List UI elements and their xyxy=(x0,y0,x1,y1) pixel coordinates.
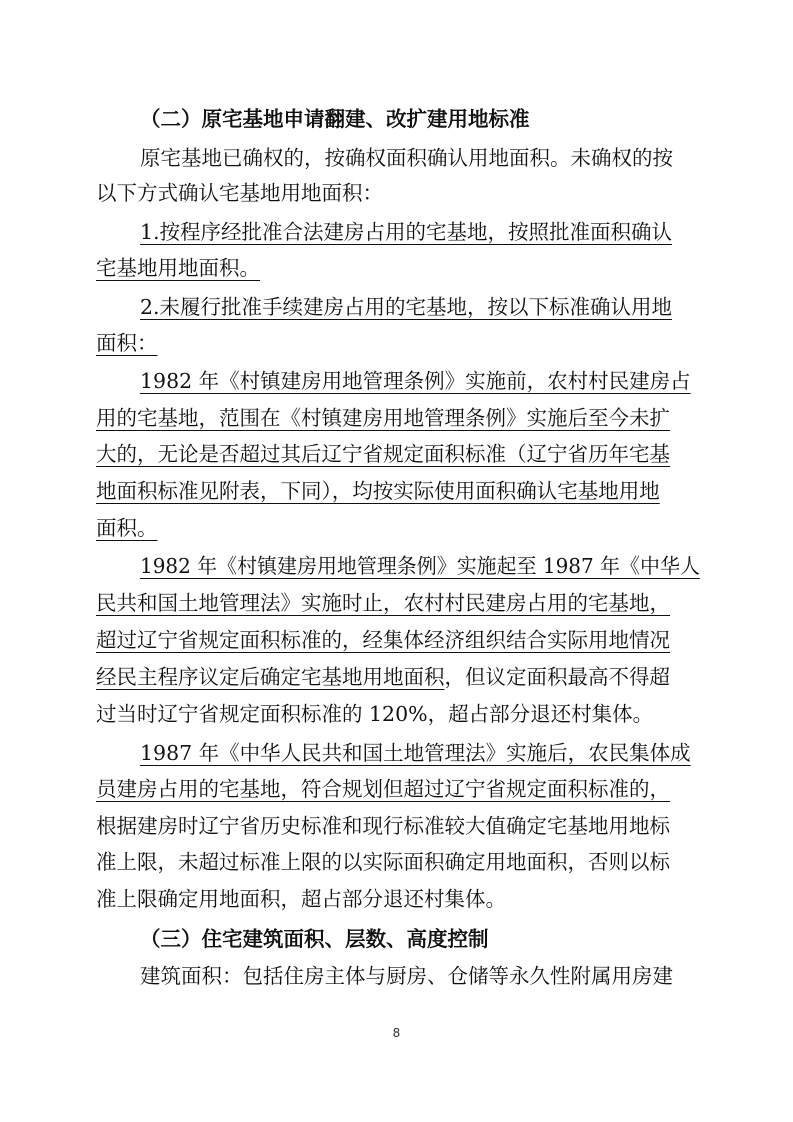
underlined-line: 1987 年《中华人民共和国土地管理法》实施后，农民集体成 xyxy=(140,741,691,765)
section-heading-3: （三）住宅建筑面积、层数、高度控制 xyxy=(140,927,489,951)
paragraph-line: 以下方式确认宅基地用地面积： xyxy=(96,181,383,205)
underlined-line: 1982 年《村镇建房用地管理条例》实施起至 1987 年《中华人 xyxy=(140,554,700,578)
plain-fragment: ，但议定面积最高不得超 xyxy=(444,665,670,689)
mixed-line xyxy=(96,660,670,694)
underlined-line: 1.按程序经批准合法建房占用的宅基地，按照批准面积确认 xyxy=(140,220,673,244)
underlined-line: 员建房占用的宅基地，符合规划但超过辽宁省规定面积标准的， xyxy=(96,777,670,801)
underlined-line: 2.未履行批准手续建房占用的宅基地，按以下标准确认用地 xyxy=(140,295,673,319)
paragraph-line: 根据建房时辽宁省历史标准和现行标准较大值确定宅基地用地标 xyxy=(96,814,670,838)
underlined-line: 大的，无论是否超过其后辽宁省规定面积标准（辽宁省历年宅基 xyxy=(96,442,670,466)
underlined-line: 宅基地用地面积。 xyxy=(96,256,260,280)
underlined-line: 超过辽宁省规定面积标准的，经集体经济组织结合实际用地情况 xyxy=(96,628,670,652)
paragraph-line: 原宅基地已确权的，按确权面积确认用地面积。未确权的按 xyxy=(140,146,673,170)
underlined-line: 民共和国土地管理法》实施时止，农村村民建房占用的宅基地， xyxy=(96,591,670,615)
underlined-line: 用的宅基地，范围在《村镇建房用地管理条例》实施后至今未扩 xyxy=(96,406,670,430)
underlined-fragment: 经民主程序议定后确定宅基地用地面积 xyxy=(96,665,445,689)
paragraph-line: 准上限，未超过标准上限的以实际面积确定用地面积，否则以标 xyxy=(96,850,670,874)
underlined-line: 面积： xyxy=(96,331,158,355)
section-heading-2: （二）原宅基地申请翻建、改扩建用地标准 xyxy=(140,107,530,131)
paragraph-line: 准上限确定用地面积，超占部分退还村集体。 xyxy=(96,887,506,911)
underlined-line: 地面积标准见附表，下同），均按实际使用面积确认宅基地用地 xyxy=(96,479,660,503)
underlined-line: 面积。 xyxy=(96,516,158,540)
paragraph-line: 过当时辽宁省规定面积标准的 120%，超占部分退还村集体。 xyxy=(96,702,654,726)
underlined-line: 1982 年《村镇建房用地管理条例》实施前，农村村民建房占 xyxy=(140,369,691,393)
page-number: 8 xyxy=(392,1026,401,1040)
paragraph-line: 建筑面积：包括住房主体与厨房、仓储等永久性附属用房建 xyxy=(140,964,673,988)
